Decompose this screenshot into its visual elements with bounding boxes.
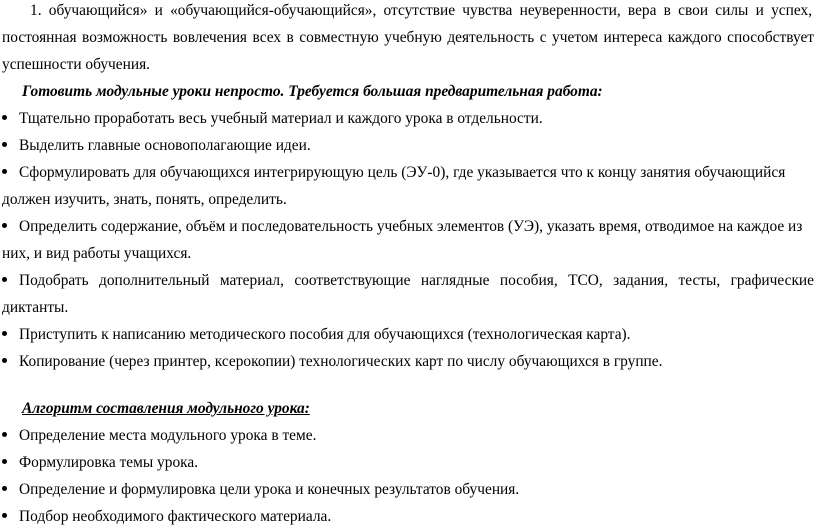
bullet-icon	[2, 115, 7, 120]
bullet-icon	[2, 169, 7, 174]
bullet-icon	[2, 486, 7, 491]
list-item: Формулировка темы урока.	[0, 454, 198, 472]
list-item: Определение и формулировка цели урока и конечных результатов обучения.	[0, 481, 519, 499]
intro-line-2: постоянная возможность вовлечения всех в совместную учебную деятельность с учетом интереса каждого способствует	[2, 29, 814, 46]
bullet-icon	[2, 358, 7, 363]
bullet-icon	[2, 513, 7, 518]
list-item: Подобрать дополнительный материал, соответствующие наглядные пособия, ТСО, задания, тесты, графические	[0, 272, 814, 290]
bullet-icon	[2, 223, 7, 228]
list-item: Тщательно проработать весь учебный материал и каждого урока в отдельности.	[0, 110, 543, 128]
bullet-icon	[2, 459, 7, 464]
bullet-icon	[2, 432, 7, 437]
bullet-icon	[2, 331, 7, 336]
list-item: Копирование (через принтер, ксерокопии) технологических карт по числу обучающихся в группе.	[0, 353, 662, 371]
list-item: Приступить к написанию методического пособия для обучающихся (технологическая карта).	[0, 326, 631, 344]
list-item: Определить содержание, объём и последовательность учебных элементов (УЭ), указать время, отводимое на каждое из	[0, 218, 802, 236]
bullet-icon	[2, 142, 7, 147]
bullet-icon	[2, 277, 7, 282]
section2-heading: Алгоритм составления модульного урока:	[22, 400, 310, 417]
list-item: Подбор необходимого фактического материала.	[0, 508, 331, 526]
intro-line-3: успешности обучения.	[2, 56, 151, 73]
list-item: Сформулировать для обучающихся интегрирующую цель (ЭУ-0), где указывается что к концу занятия обучающийся	[0, 164, 785, 182]
list-item: Выделить главные основополагающие идеи.	[0, 137, 311, 155]
section1-heading: Готовить модульные уроки непросто. Требуется большая предварительная работа:	[22, 83, 603, 100]
list-item-continuation: диктанты.	[2, 299, 69, 316]
list-item-continuation: них, и вид работы учащихся.	[2, 245, 192, 262]
list-item-continuation: должен изучить, знать, понять, определить.	[2, 191, 287, 208]
list-item: Определение места модульного урока в теме.	[0, 427, 316, 445]
intro-line-1: 1. обучающийся» и «обучающийся-обучающийся», отсутствие чувства неуверенности, вера в свои силы и успех,	[30, 2, 812, 19]
